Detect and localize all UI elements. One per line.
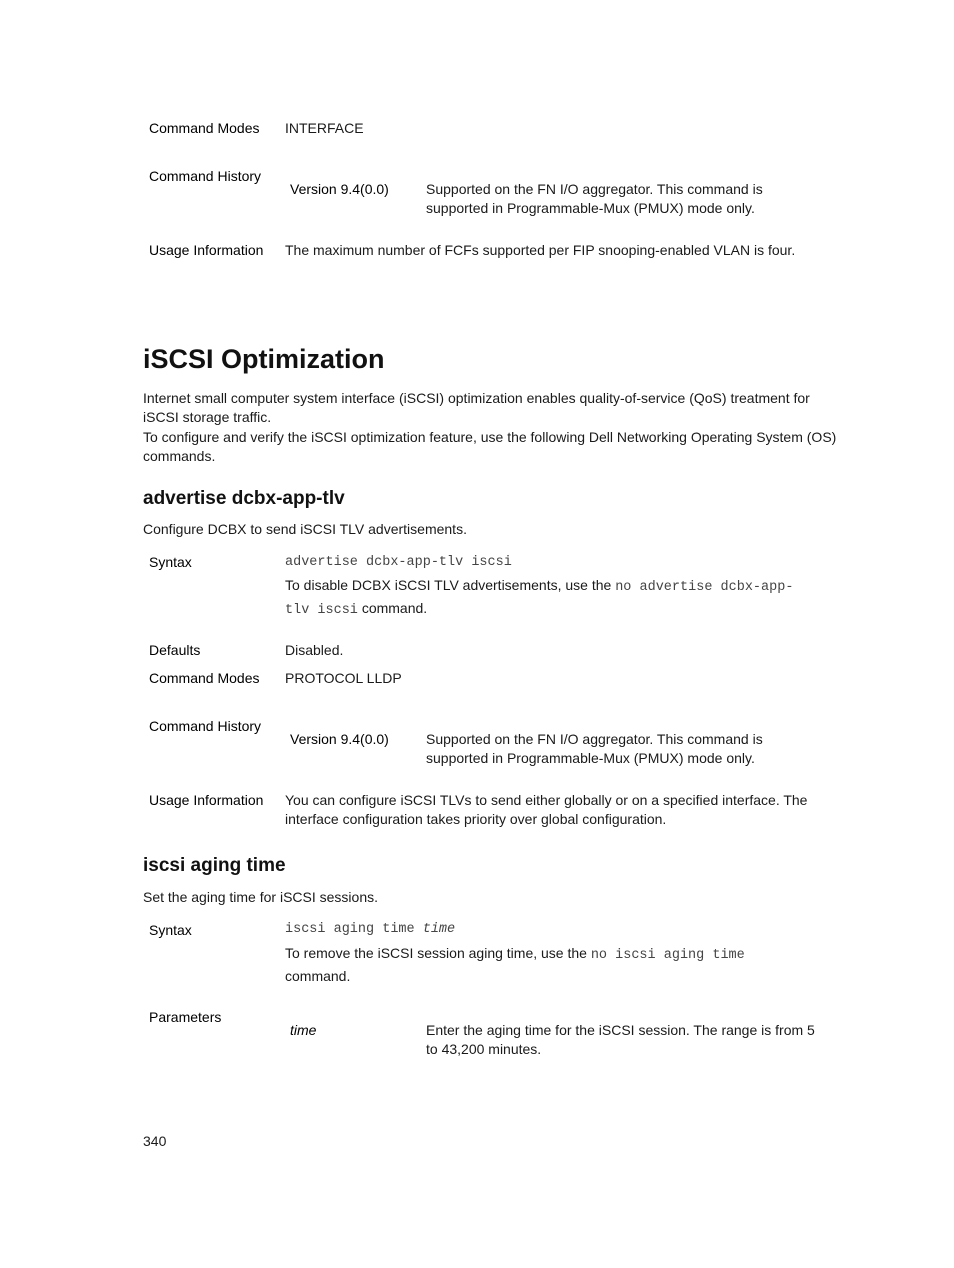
- syntax-note-code: no advertise dcbx-app-: [615, 580, 794, 595]
- command-modes-label: Command Modes: [149, 670, 260, 686]
- command-modes-value: INTERFACE: [285, 120, 364, 136]
- history-version: Version 9.4(0.0): [290, 731, 389, 747]
- section-paragraph-2: To configure and verify the iSCSI optimization feature, use the following Dell Networking Operating System (OS) commands.: [143, 429, 837, 464]
- usage-information-label: Usage Information: [149, 792, 264, 808]
- history-description: Supported on the FN I/O aggregator. This command is supported in Programmable-Mux (PMUX) mode only.: [426, 731, 763, 766]
- command-intro-advertise: Configure DCBX to send iSCSI TLV advertisements.: [143, 521, 467, 537]
- syntax-note-suffix: command.: [361, 600, 428, 616]
- syntax-note-suffix: command.: [285, 968, 351, 984]
- history-version: Version 9.4(0.0): [290, 181, 389, 197]
- command-modes-value: PROTOCOL LLDP: [285, 670, 402, 686]
- command-history-label: Command History: [149, 718, 262, 734]
- defaults-value: Disabled.: [285, 642, 344, 658]
- syntax-note: [285, 575, 835, 621]
- command-modes-label: Command Modes: [149, 120, 260, 136]
- defaults-label: Defaults: [149, 642, 201, 658]
- usage-information-value: The maximum number of FCFs supported per FIP snooping-enabled VLAN is four.: [285, 242, 796, 258]
- command-history-label: Command History: [149, 168, 262, 184]
- syntax-note-text: To remove the iSCSI session aging time, use the: [285, 945, 587, 961]
- history-description: Supported on the FN I/O aggregator. This command is supported in Programmable-Mux (PMUX) mode only.: [426, 181, 763, 216]
- syntax-code: [285, 920, 835, 939]
- syntax-code-command: iscsi aging time: [285, 922, 415, 937]
- syntax-note: [285, 943, 785, 986]
- syntax-label: Syntax: [149, 554, 192, 570]
- page-number: 340: [143, 1133, 167, 1149]
- parameter-name: time: [290, 1022, 317, 1038]
- usage-information-value: You can configure iSCSI TLVs to send either globally or on a specified interface. The interface configuration takes priority over global configuration.: [285, 792, 808, 827]
- syntax-note-code: no iscsi aging time: [590, 948, 745, 963]
- syntax-code-parameter: time: [422, 922, 456, 937]
- section-title: iSCSI Optimization: [143, 344, 385, 374]
- syntax-label: Syntax: [149, 922, 192, 938]
- command-intro-iscsi-aging: Set the aging time for iSCSI sessions.: [143, 889, 378, 905]
- syntax-note-code-cont: tlv iscsi: [285, 603, 358, 618]
- parameters-label: Parameters: [149, 1009, 222, 1025]
- command-title-advertise: advertise dcbx-app-tlv: [143, 488, 345, 509]
- command-title-iscsi-aging: iscsi aging time: [143, 855, 286, 876]
- syntax-note-text: To disable DCBX iSCSI TLV advertisements, use the: [285, 577, 612, 593]
- parameter-description: Enter the aging time for the iSCSI session. The range is from 5 to 43,200 minutes.: [426, 1022, 815, 1057]
- syntax-code: advertise dcbx-app-tlv iscsi: [285, 555, 512, 570]
- section-paragraph-1: Internet small computer system interface (iSCSI) optimization enables quality-of-service (QoS) treatment for iSCSI storage traffic.: [143, 390, 810, 425]
- usage-information-label: Usage Information: [149, 242, 264, 258]
